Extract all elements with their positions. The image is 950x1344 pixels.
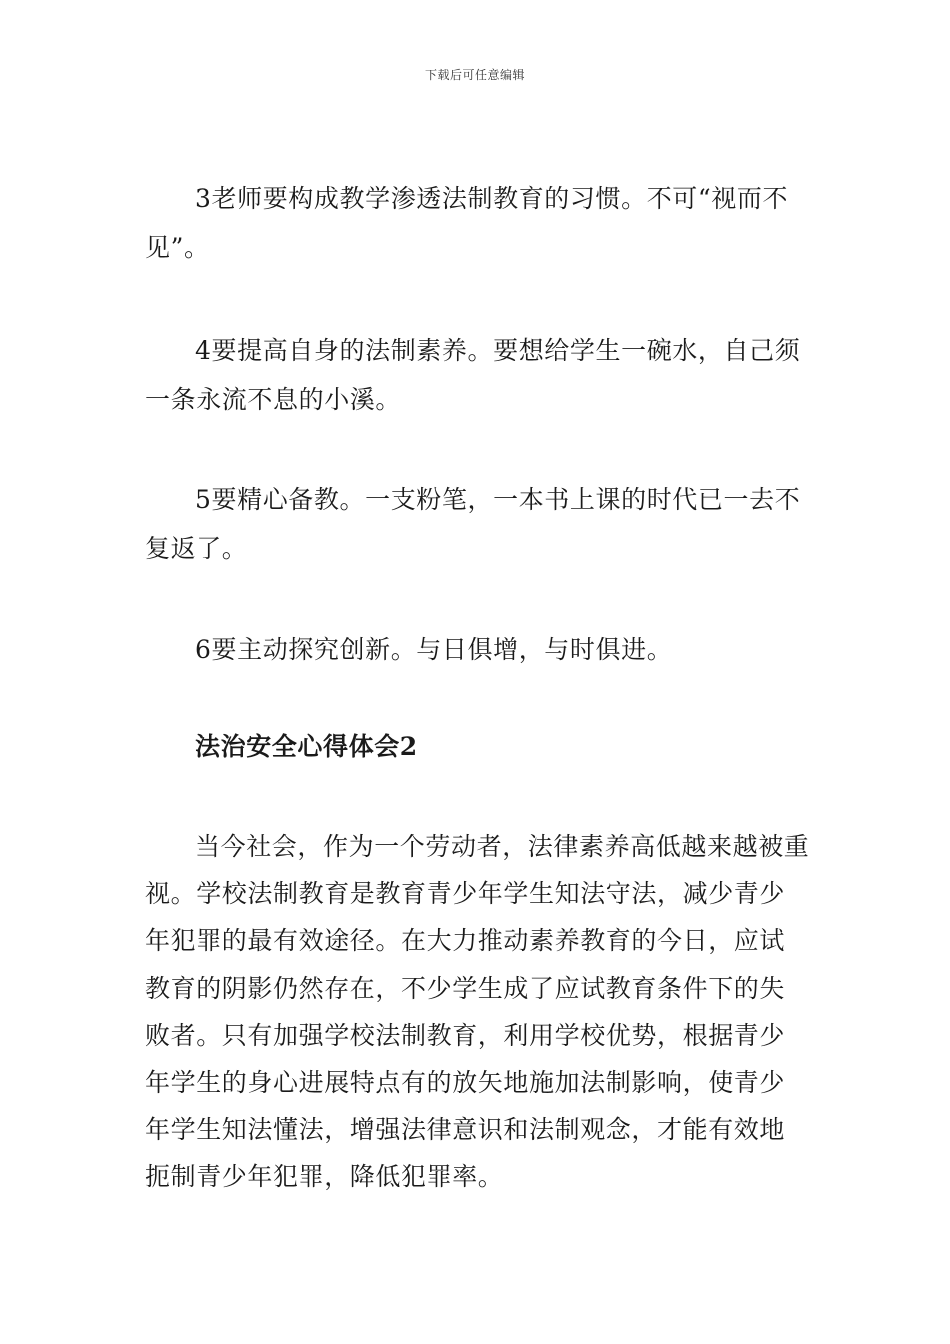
- paragraph-item-5: 5要精心备教。一支粉笔，一本书上课的时代已一去不复返了。: [145, 485, 801, 563]
- paragraph-item-4: 4要提高自身的法制素养。要想给学生一碗水，自己须一条永流不息的小溪。: [145, 336, 801, 414]
- page-header: 下载后可任意编辑: [424, 68, 525, 82]
- body-paragraph: 当今社会，作为一个劳动者，法律素养高低越来越被重视。学校法制教育是教育青少年学生知法守法，减少青少年犯罪的最有效途径。在大力推动素养教育的今日，应试教育的阴影仍然存在，不少学生成了应试教育条件下的失败者。只有加强学校法制教育，利用学校优势，根据青少年学生的身心进展特点有的放矢地施加法制影响，使青少年学生知法懂法，增强法律意识和法制观念，才能有效地扼制青少年犯罪，降低犯罪率。: [145, 832, 810, 1192]
- section-title: 法治安全心得体会2: [195, 732, 418, 761]
- paragraph-item-3: 3老师要构成教学渗透法制教育的习惯。不可“视而不见”。: [145, 184, 789, 262]
- paragraph-item-6: 6要主动探究创新。与日俱增，与时俱进。: [195, 635, 673, 664]
